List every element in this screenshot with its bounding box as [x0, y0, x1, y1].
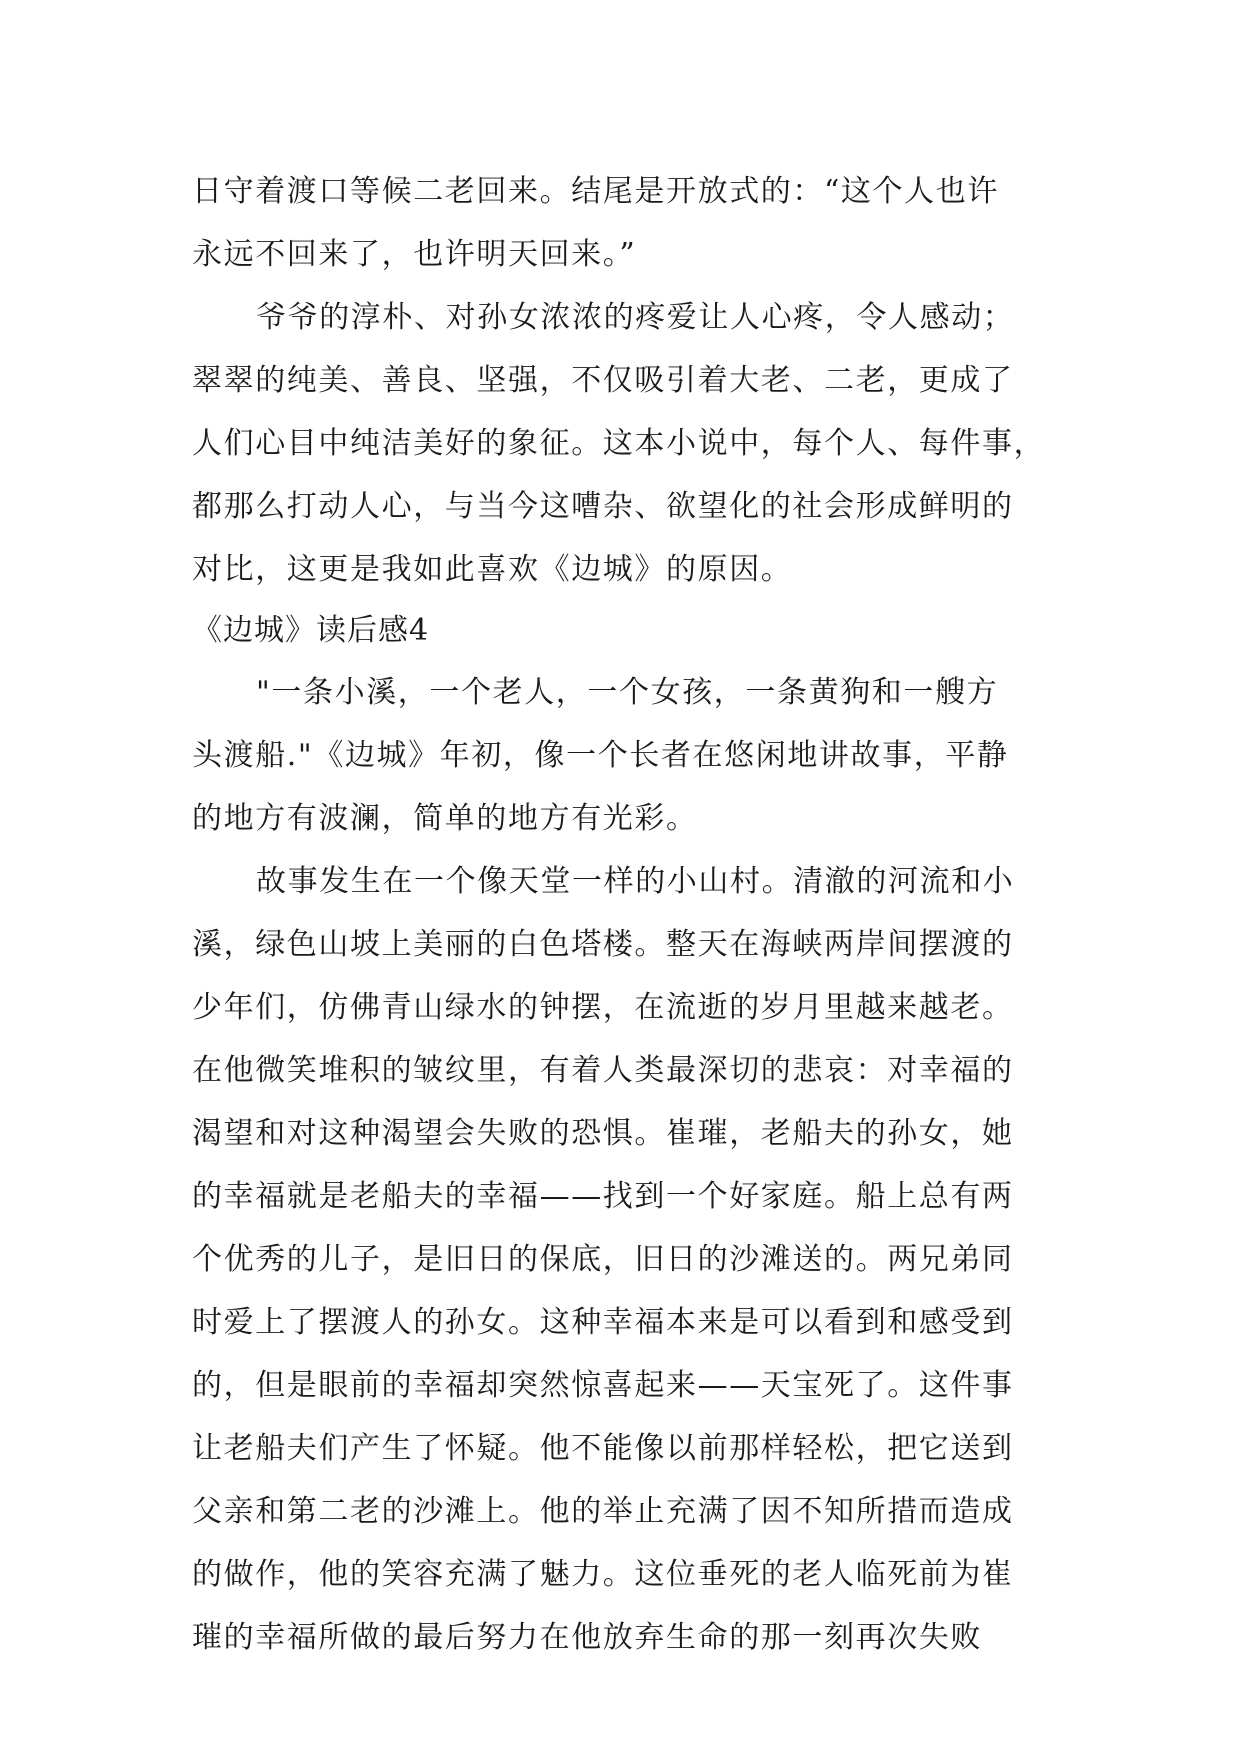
- paragraph: [192, 286, 1052, 601]
- text-line: 的做作，他的笑容充满了魅力。这位垂死的老人临死前为崔: [192, 1557, 1014, 1592]
- text-line: 都那么打动人心，与当今这嘈杂、欲望化的社会形成鲜明的: [192, 489, 1014, 524]
- text-line: 让老船夫们产生了怀疑。他不能像以前那样轻松，把它送到: [192, 1431, 1014, 1466]
- text-line: 在他微笑堆积的皱纹里，有着人类最深切的悲哀：对幸福的: [192, 1053, 1014, 1088]
- paragraph: [192, 850, 1052, 1669]
- text-line: 的幸福就是老船夫的幸福——找到一个好家庭。船上总有两: [192, 1179, 1014, 1214]
- paragraph: [192, 661, 1052, 850]
- text-line: 人们心目中纯洁美好的象征。这本小说中，每个人、每件事，: [192, 426, 1046, 461]
- text-line: 头渡船."《边城》年初，像一个长者在悠闲地讲故事，平静: [192, 738, 1009, 773]
- document-body: [192, 160, 1052, 1669]
- text-line: 渴望和对这种渴望会失败的恐惧。崔璀，老船夫的孙女，她: [192, 1116, 1014, 1151]
- text-line: 翠翠的纯美、善良、坚强，不仅吸引着大老、二老，更成了: [192, 363, 1014, 398]
- text-line: 对比，这更是我如此喜欢《边城》的原因。: [192, 552, 793, 587]
- text-line: 的，但是眼前的幸福却突然惊喜起来——天宝死了。这件事: [192, 1368, 1014, 1403]
- text-line: 永远不回来了，也许明天回来。”: [192, 237, 637, 272]
- text-line: 溪，绿色山坡上美丽的白色塔楼。整天在海峡两岸间摆渡的: [192, 927, 1014, 962]
- section-heading: 《边城》读后感4: [192, 613, 430, 648]
- text-line: "一条小溪，一个老人，一个女孩，一条黄狗和一艘方: [256, 675, 999, 710]
- text-line: 父亲和第二老的沙滩上。他的举止充满了因不知所措而造成: [192, 1494, 1014, 1529]
- text-line: 故事发生在一个像天堂一样的小山村。清澈的河流和小: [256, 864, 1015, 899]
- text-line: 的地方有波澜，简单的地方有光彩。: [192, 801, 698, 836]
- text-line: 个优秀的儿子，是旧日的保底，旧日的沙滩送的。两兄弟同: [192, 1242, 1014, 1277]
- text-line: 爷爷的淳朴、对孙女浓浓的疼爱让人心疼，令人感动；: [256, 300, 1015, 335]
- text-line: 日守着渡口等候二老回来。结尾是开放式的：“这个人也许: [192, 174, 999, 209]
- text-line: 璀的幸福所做的最后努力在他放弃生命的那一刻再次失败: [192, 1620, 982, 1655]
- text-line: 少年们，仿佛青山绿水的钟摆，在流逝的岁月里越来越老。: [192, 990, 1014, 1025]
- paragraph: [192, 160, 1052, 286]
- text-line: 时爱上了摆渡人的孙女。这种幸福本来是可以看到和感受到: [192, 1305, 1014, 1340]
